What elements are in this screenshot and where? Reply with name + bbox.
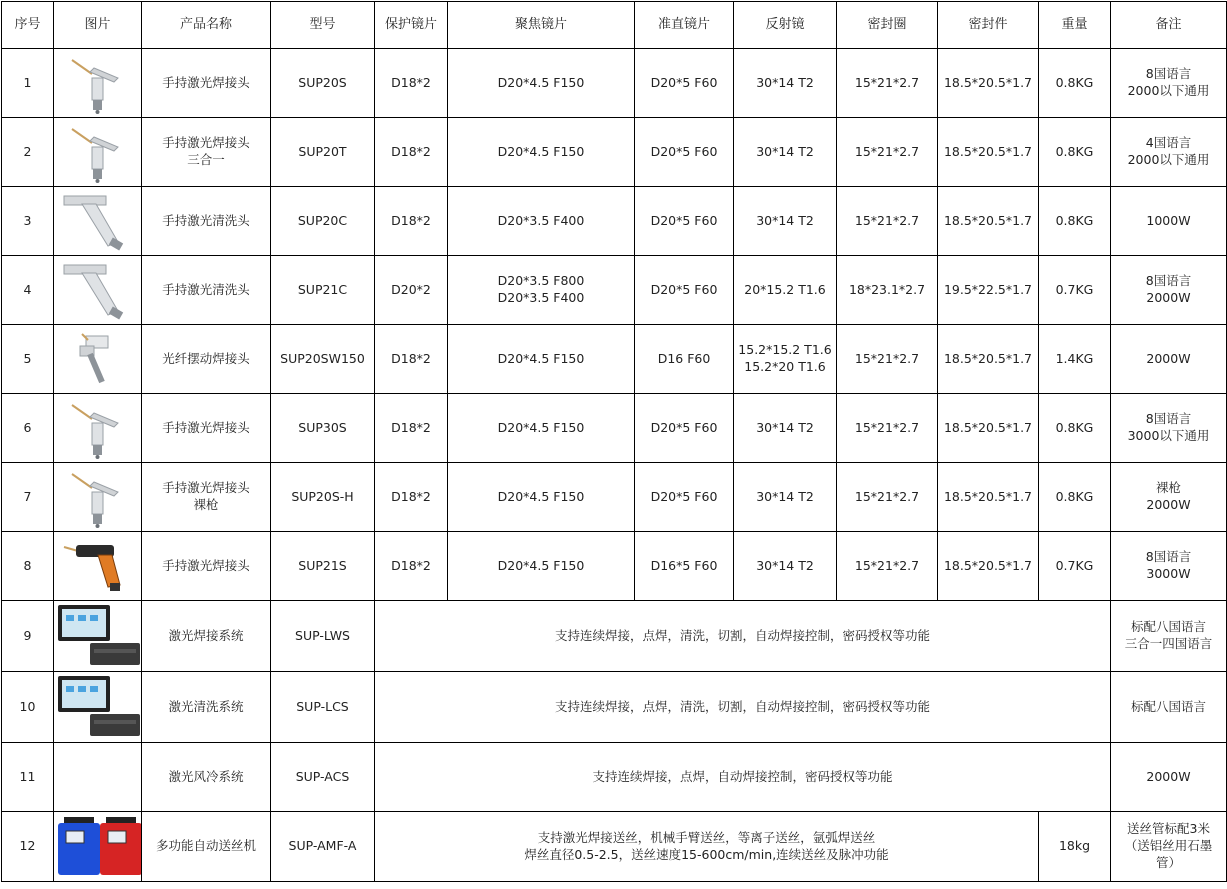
seal-part: 18.5*20.5*1.7 xyxy=(938,463,1039,532)
seal-part: 18.5*20.5*1.7 xyxy=(938,325,1039,394)
cleaning-head-icon xyxy=(56,190,139,252)
remarks: 8国语言 2000以下通用 xyxy=(1111,49,1227,118)
product-name: 手持激光焊接头 xyxy=(142,49,271,118)
welding-head-icon xyxy=(56,52,139,114)
protective-lens: D18*2 xyxy=(375,325,448,394)
model-number: SUP20C xyxy=(271,187,375,256)
weight: 18kg xyxy=(1039,812,1111,882)
row-number: 6 xyxy=(2,394,54,463)
protective-lens: D20*2 xyxy=(375,256,448,325)
protective-lens: D18*2 xyxy=(375,394,448,463)
function-description: 支持连续焊接，点焊，清洗，切割，自动焊接控制，密码授权等功能 xyxy=(375,601,1111,672)
product-name: 手持激光清洗头 xyxy=(142,256,271,325)
product-image xyxy=(54,49,142,118)
product-image xyxy=(54,394,142,463)
model-number: SUP21S xyxy=(271,532,375,601)
focusing-lens: D20*4.5 F150 xyxy=(448,49,635,118)
seal-part: 18.5*20.5*1.7 xyxy=(938,187,1039,256)
product-name: 激光焊接系统 xyxy=(142,601,271,672)
row-number: 8 xyxy=(2,532,54,601)
column-header: 产品名称 xyxy=(142,2,271,49)
protective-lens: D18*2 xyxy=(375,187,448,256)
focusing-lens: D20*3.5 F800 D20*3.5 F400 xyxy=(448,256,635,325)
product-image xyxy=(54,532,142,601)
weight: 0.7KG xyxy=(1039,256,1111,325)
welding-head-icon xyxy=(56,466,139,528)
protective-lens: D18*2 xyxy=(375,532,448,601)
seal-ring: 15*21*2.7 xyxy=(837,463,938,532)
row-number: 9 xyxy=(2,601,54,672)
welding-head-icon xyxy=(56,121,139,183)
column-header: 密封圈 xyxy=(837,2,938,49)
collimating-lens: D20*5 F60 xyxy=(635,394,734,463)
model-number: SUP20SW150 xyxy=(271,325,375,394)
orange-welding-gun-icon xyxy=(56,535,139,597)
product-image xyxy=(54,187,142,256)
remarks: 标配八国语言 三合一四国语言 xyxy=(1111,601,1227,672)
column-header: 聚焦镜片 xyxy=(448,2,635,49)
product-spec-table xyxy=(1,1,1227,882)
weight: 0.7KG xyxy=(1039,532,1111,601)
model-number: SUP20S xyxy=(271,49,375,118)
row-number: 1 xyxy=(2,49,54,118)
focusing-lens: D20*4.5 F150 xyxy=(448,532,635,601)
seal-part: 19.5*22.5*1.7 xyxy=(938,256,1039,325)
protective-lens: D18*2 xyxy=(375,118,448,187)
model-number: SUP20S-H xyxy=(271,463,375,532)
table-row xyxy=(2,187,1227,256)
model-number: SUP-LWS xyxy=(271,601,375,672)
row-number: 2 xyxy=(2,118,54,187)
column-header: 保护镜片 xyxy=(375,2,448,49)
table-row xyxy=(2,463,1227,532)
column-header: 型号 xyxy=(271,2,375,49)
remarks: 送丝管标配3米 （送铝丝用石墨 管） xyxy=(1111,812,1227,882)
welding-head-icon xyxy=(56,397,139,459)
column-header: 重量 xyxy=(1039,2,1111,49)
remarks: 2000W xyxy=(1111,325,1227,394)
remarks: 2000W xyxy=(1111,743,1227,812)
product-name: 手持激光焊接头 三合一 xyxy=(142,118,271,187)
table-row xyxy=(2,256,1227,325)
weight: 0.8KG xyxy=(1039,463,1111,532)
collimating-lens: D20*5 F60 xyxy=(635,187,734,256)
focusing-lens: D20*3.5 F400 xyxy=(448,187,635,256)
table-row xyxy=(2,812,1227,882)
product-image xyxy=(54,463,142,532)
table-row xyxy=(2,672,1227,743)
seal-part: 18.5*20.5*1.7 xyxy=(938,394,1039,463)
product-image xyxy=(54,812,142,882)
reflector: 30*14 T2 xyxy=(734,463,837,532)
reflector: 30*14 T2 xyxy=(734,394,837,463)
collimating-lens: D16*5 F60 xyxy=(635,532,734,601)
table-row xyxy=(2,118,1227,187)
table-body xyxy=(2,49,1227,882)
row-number: 11 xyxy=(2,743,54,812)
header-row xyxy=(2,2,1227,49)
table-row xyxy=(2,743,1227,812)
table-row xyxy=(2,49,1227,118)
collimating-lens: D20*5 F60 xyxy=(635,49,734,118)
protective-lens: D18*2 xyxy=(375,463,448,532)
product-name: 激光清洗系统 xyxy=(142,672,271,743)
seal-ring: 18*23.1*2.7 xyxy=(837,256,938,325)
row-number: 3 xyxy=(2,187,54,256)
reflector: 30*14 T2 xyxy=(734,49,837,118)
controller-screen-icon xyxy=(56,603,139,669)
reflector: 15.2*15.2 T1.6 15.2*20 T1.6 xyxy=(734,325,837,394)
row-number: 7 xyxy=(2,463,54,532)
collimating-lens: D16 F60 xyxy=(635,325,734,394)
collimating-lens: D20*5 F60 xyxy=(635,463,734,532)
controller-screen-icon xyxy=(56,674,139,740)
remarks: 裸枪 2000W xyxy=(1111,463,1227,532)
seal-ring: 15*21*2.7 xyxy=(837,325,938,394)
wobble-head-icon xyxy=(56,328,139,390)
focusing-lens: D20*4.5 F150 xyxy=(448,118,635,187)
cleaning-head-icon xyxy=(56,259,139,321)
table-row xyxy=(2,394,1227,463)
column-header: 图片 xyxy=(54,2,142,49)
column-header: 反射镜 xyxy=(734,2,837,49)
table-row xyxy=(2,601,1227,672)
seal-part: 18.5*20.5*1.7 xyxy=(938,532,1039,601)
row-number: 10 xyxy=(2,672,54,743)
column-header: 准直镜片 xyxy=(635,2,734,49)
weight: 0.8KG xyxy=(1039,187,1111,256)
function-description: 支持连续焊接，点焊，清洗，切割，自动焊接控制，密码授权等功能 xyxy=(375,672,1111,743)
row-number: 5 xyxy=(2,325,54,394)
row-number: 4 xyxy=(2,256,54,325)
product-image xyxy=(54,118,142,187)
remarks: 8国语言 2000W xyxy=(1111,256,1227,325)
reflector: 30*14 T2 xyxy=(734,532,837,601)
column-header: 备注 xyxy=(1111,2,1227,49)
function-description: 支持连续焊接，点焊，自动焊接控制，密码授权等功能 xyxy=(375,743,1111,812)
model-number: SUP-LCS xyxy=(271,672,375,743)
model-number: SUP-ACS xyxy=(271,743,375,812)
remarks: 8国语言 3000以下通用 xyxy=(1111,394,1227,463)
product-image xyxy=(54,256,142,325)
product-name: 多功能自动送丝机 xyxy=(142,812,271,882)
product-name: 激光风冷系统 xyxy=(142,743,271,812)
weight: 0.8KG xyxy=(1039,394,1111,463)
function-description: 支持激光焊接送丝，机械手臂送丝，等离子送丝，氩弧焊送丝 焊丝直径0.5-2.5，送丝速度15-600cm/min,连续送丝及脉冲功能 xyxy=(375,812,1039,882)
model-number: SUP20T xyxy=(271,118,375,187)
seal-part: 18.5*20.5*1.7 xyxy=(938,118,1039,187)
model-number: SUP-AMF-A xyxy=(271,812,375,882)
product-name: 光纤摆动焊接头 xyxy=(142,325,271,394)
weight: 1.4KG xyxy=(1039,325,1111,394)
reflector: 20*15.2 T1.6 xyxy=(734,256,837,325)
table-row xyxy=(2,532,1227,601)
row-number: 12 xyxy=(2,812,54,882)
weight: 0.8KG xyxy=(1039,49,1111,118)
focusing-lens: D20*4.5 F150 xyxy=(448,463,635,532)
protective-lens: D18*2 xyxy=(375,49,448,118)
product-image xyxy=(54,743,142,812)
product-name: 手持激光清洗头 xyxy=(142,187,271,256)
product-image xyxy=(54,672,142,743)
seal-ring: 15*21*2.7 xyxy=(837,49,938,118)
product-image xyxy=(54,601,142,672)
remarks: 标配八国语言 xyxy=(1111,672,1227,743)
focusing-lens: D20*4.5 F150 xyxy=(448,325,635,394)
wire-feeder-icon xyxy=(56,815,139,879)
model-number: SUP21C xyxy=(271,256,375,325)
column-header: 序号 xyxy=(2,2,54,49)
collimating-lens: D20*5 F60 xyxy=(635,256,734,325)
seal-ring: 15*21*2.7 xyxy=(837,118,938,187)
product-name: 手持激光焊接头 xyxy=(142,394,271,463)
product-name: 手持激光焊接头 裸枪 xyxy=(142,463,271,532)
table-row xyxy=(2,325,1227,394)
product-image xyxy=(54,325,142,394)
reflector: 30*14 T2 xyxy=(734,118,837,187)
seal-ring: 15*21*2.7 xyxy=(837,394,938,463)
seal-ring: 15*21*2.7 xyxy=(837,187,938,256)
collimating-lens: D20*5 F60 xyxy=(635,118,734,187)
seal-part: 18.5*20.5*1.7 xyxy=(938,49,1039,118)
reflector: 30*14 T2 xyxy=(734,187,837,256)
weight: 0.8KG xyxy=(1039,118,1111,187)
remarks: 8国语言 3000W xyxy=(1111,532,1227,601)
model-number: SUP30S xyxy=(271,394,375,463)
column-header: 密封件 xyxy=(938,2,1039,49)
focusing-lens: D20*4.5 F150 xyxy=(448,394,635,463)
seal-ring: 15*21*2.7 xyxy=(837,532,938,601)
remarks: 4国语言 2000以下通用 xyxy=(1111,118,1227,187)
product-name: 手持激光焊接头 xyxy=(142,532,271,601)
remarks: 1000W xyxy=(1111,187,1227,256)
